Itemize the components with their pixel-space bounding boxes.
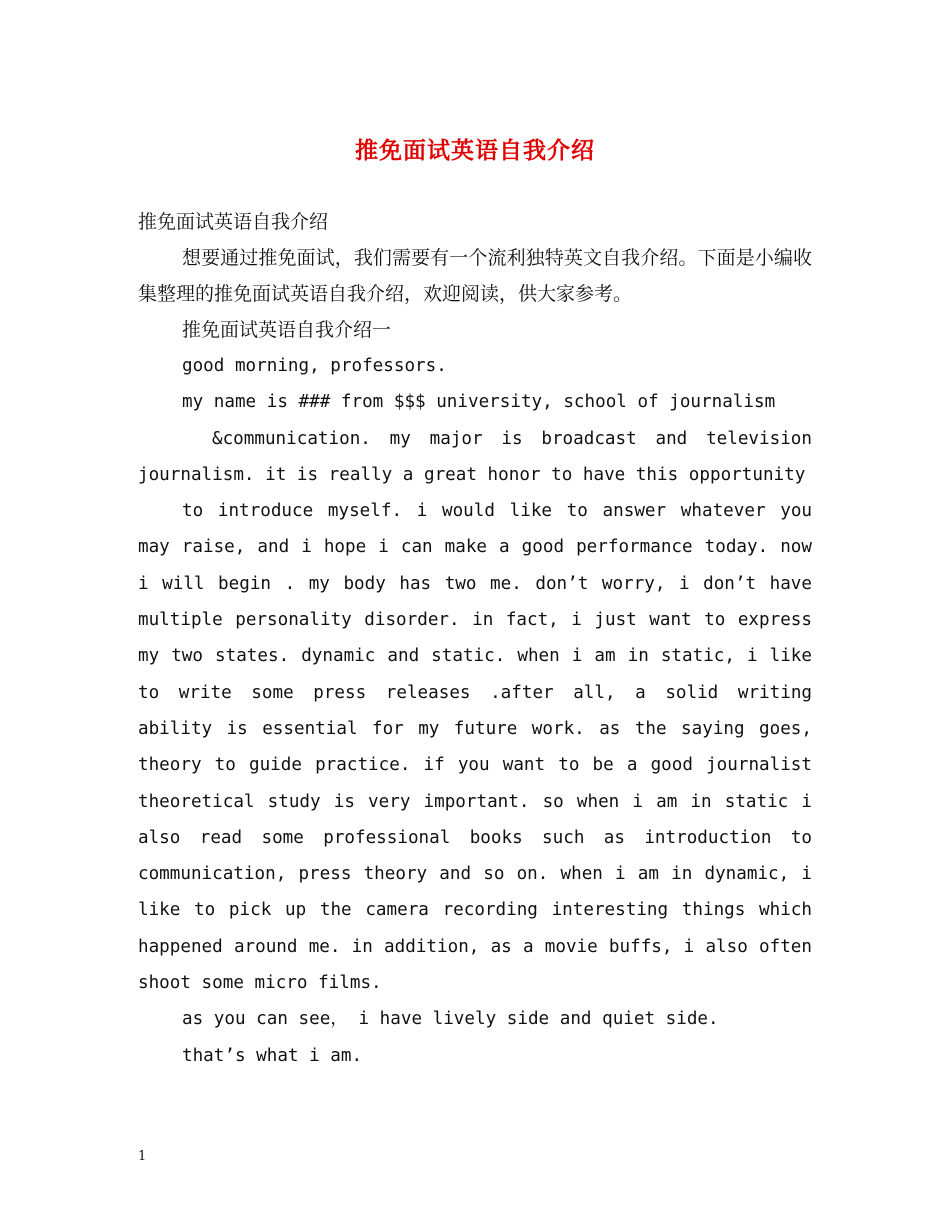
intro-line: my name is ### from $$$ university, school of journalism	[182, 392, 776, 413]
page-number: 1	[138, 1149, 147, 1164]
document-body	[138, 204, 812, 1074]
intro-paragraph: 想要通过推免面试，我们需要有一个流利独特英文自我介绍。下面是小编收集整理的推免面试英语自我介绍，欢迎阅读，供大家参考。	[138, 247, 812, 305]
greeting-line: good morning, professors.	[182, 356, 447, 376]
heading: 推免面试英语自我介绍	[138, 211, 329, 233]
section-title: 推免面试英语自我介绍一	[182, 319, 392, 341]
closing-line-1: as you can see， i have lively side and quiet side.	[182, 1009, 719, 1030]
closing-line-2: that’s what i am.	[182, 1045, 363, 1066]
major-paragraph: &communication. my major is broadcast and television journalism. it is really a great honor to have this opportunity	[138, 428, 812, 485]
document-title: 推免面试英语自我介绍	[355, 137, 595, 164]
body-paragraph: to introduce myself. i would like to answer whatever you may raise, and i hope i can make a good performance today. now i will begin . my body has two me. don’t worry, i don’t have multiple personality disorder. in fact, i just want to express my two states. dynamic and static. when i am in static, i like to write some press releases .after all, a solid writing ability is essential for my future work. as the saying goes, theory to guide practice. if you want to be a good journalist theoretical study is very important. so when i am in static i also read some professional books such as introduction to communication, press theory and so on. when i am in dynamic, i like to pick up the camera recording interesting things which happened around me. in addition, as a movie buffs, i also often shoot some micro films.	[138, 501, 812, 994]
